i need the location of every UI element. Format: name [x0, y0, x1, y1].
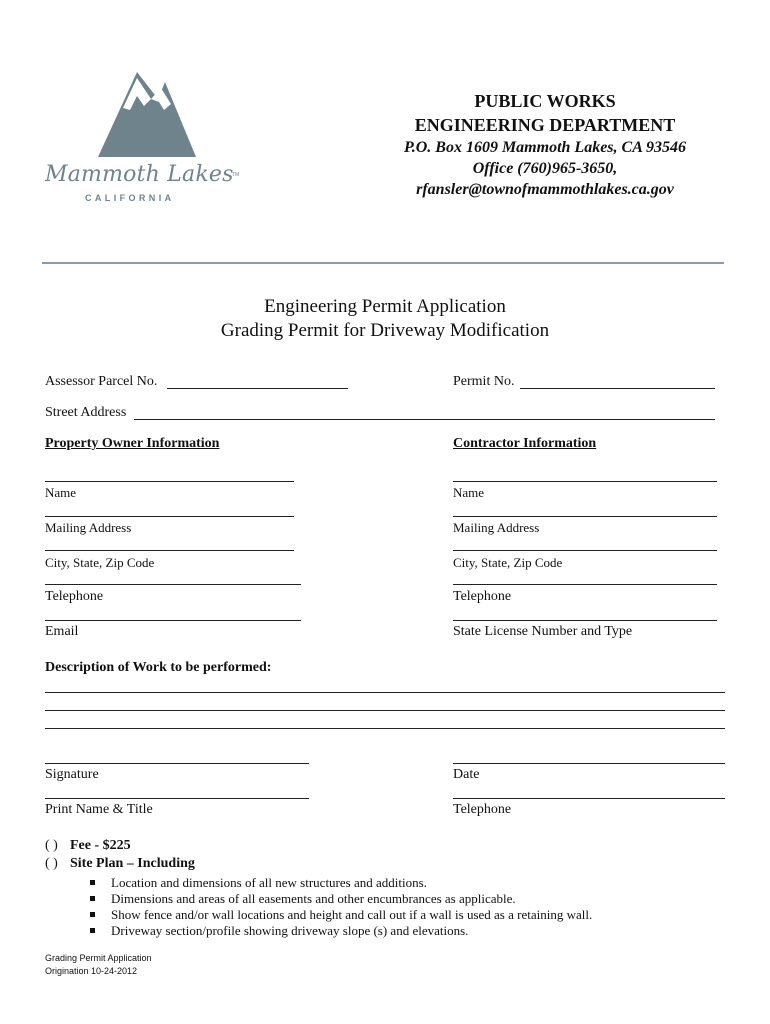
owner-city-label: City, State, Zip Code [45, 555, 155, 570]
fee-checkbox[interactable]: ( ) [45, 838, 58, 853]
owner-mailing-label: Mailing Address [45, 520, 132, 535]
contractor-license-field[interactable] [453, 620, 717, 621]
site-plan-checkbox[interactable]: ( ) [45, 856, 58, 871]
contractor-license-label: State License Number and Type [453, 624, 633, 639]
signoff-telephone-label: Telephone [453, 802, 512, 817]
contractor-telephone-label: Telephone [453, 589, 512, 604]
owner-city-field[interactable] [45, 550, 294, 551]
owner-mailing-field[interactable] [45, 516, 294, 517]
date-field[interactable] [453, 763, 725, 764]
permit-no-field[interactable] [520, 388, 715, 389]
dept-line2: ENGINEERING DEPARTMENT [414, 115, 676, 135]
contractor-city-field[interactable] [453, 550, 717, 551]
work-description-line-1[interactable] [45, 692, 725, 693]
list-item-text: Dimensions and areas of all easements and other encumbrances as applicable. [111, 891, 516, 906]
header-divider [42, 262, 724, 264]
owner-name-label: Name [45, 485, 77, 500]
contractor-name-label: Name [453, 485, 485, 500]
list-item [90, 891, 516, 907]
dept-phone: Office (760)965-3650, [472, 160, 618, 177]
bullet-icon [90, 928, 95, 933]
street-address-label: Street Address [45, 405, 127, 420]
street-address-field[interactable] [134, 419, 715, 420]
assessor-parcel-label: Assessor Parcel No. [45, 374, 158, 389]
list-item [90, 907, 592, 923]
bullet-icon [90, 896, 95, 901]
footer-origination: Origination 10-24-2012 [45, 966, 138, 976]
logo-wordmark: Mammoth Lakes [45, 162, 234, 187]
list-item [90, 875, 427, 891]
bullet-icon [90, 912, 95, 917]
work-description-heading: Description of Work to be performed: [45, 660, 272, 675]
owner-email-label: Email [45, 624, 79, 639]
print-name-label: Print Name & Title [45, 802, 153, 817]
work-description-line-3[interactable] [45, 728, 725, 729]
mountain-icon [40, 66, 245, 166]
owner-heading: Property Owner Information [45, 436, 220, 451]
contractor-city-label: City, State, Zip Code [453, 555, 563, 570]
contractor-heading: Contractor Information [453, 436, 597, 451]
owner-name-field[interactable] [45, 481, 294, 482]
owner-telephone-label: Telephone [45, 589, 104, 604]
print-name-field[interactable] [45, 798, 309, 799]
fee-label: Fee - $225 [70, 838, 131, 853]
dept-email[interactable]: rfansler@townofmammothlakes.ca.gov [416, 181, 674, 198]
contractor-mailing-label: Mailing Address [453, 520, 540, 535]
logo-subtitle: CALIFORNIA [85, 193, 175, 203]
footer-doc-name: Grading Permit Application [45, 953, 152, 963]
owner-email-field[interactable] [45, 620, 301, 621]
contractor-name-field[interactable] [453, 481, 717, 482]
signoff-telephone-field[interactable] [453, 798, 725, 799]
dept-address: P.O. Box 1609 Mammoth Lakes, CA 93546 [404, 139, 686, 156]
site-plan-label: Site Plan – Including [70, 856, 195, 871]
form-title: Engineering Permit Application [264, 296, 506, 317]
date-label: Date [453, 767, 480, 782]
signature-label: Signature [45, 767, 99, 782]
signature-field[interactable] [45, 763, 309, 764]
permit-no-label: Permit No. [453, 374, 515, 389]
owner-telephone-field[interactable] [45, 584, 301, 585]
list-item-text: Location and dimensions of all new structures and additions. [111, 875, 427, 890]
work-description-line-2[interactable] [45, 710, 725, 711]
list-item-text: Driveway section/profile showing driveway slope (s) and elevations. [111, 923, 469, 938]
logo-trademark: TM [232, 172, 240, 178]
dept-line1: PUBLIC WORKS [474, 91, 616, 111]
form-subtitle: Grading Permit for Driveway Modification [220, 320, 550, 341]
bullet-icon [90, 880, 95, 885]
contractor-mailing-field[interactable] [453, 516, 717, 517]
list-item [90, 923, 468, 939]
assessor-parcel-field[interactable] [167, 388, 348, 389]
town-logo [40, 66, 245, 206]
list-item-text: Show fence and/or wall locations and height and call out if a wall is used as a retaining wall. [111, 907, 593, 922]
contractor-telephone-field[interactable] [453, 584, 717, 585]
